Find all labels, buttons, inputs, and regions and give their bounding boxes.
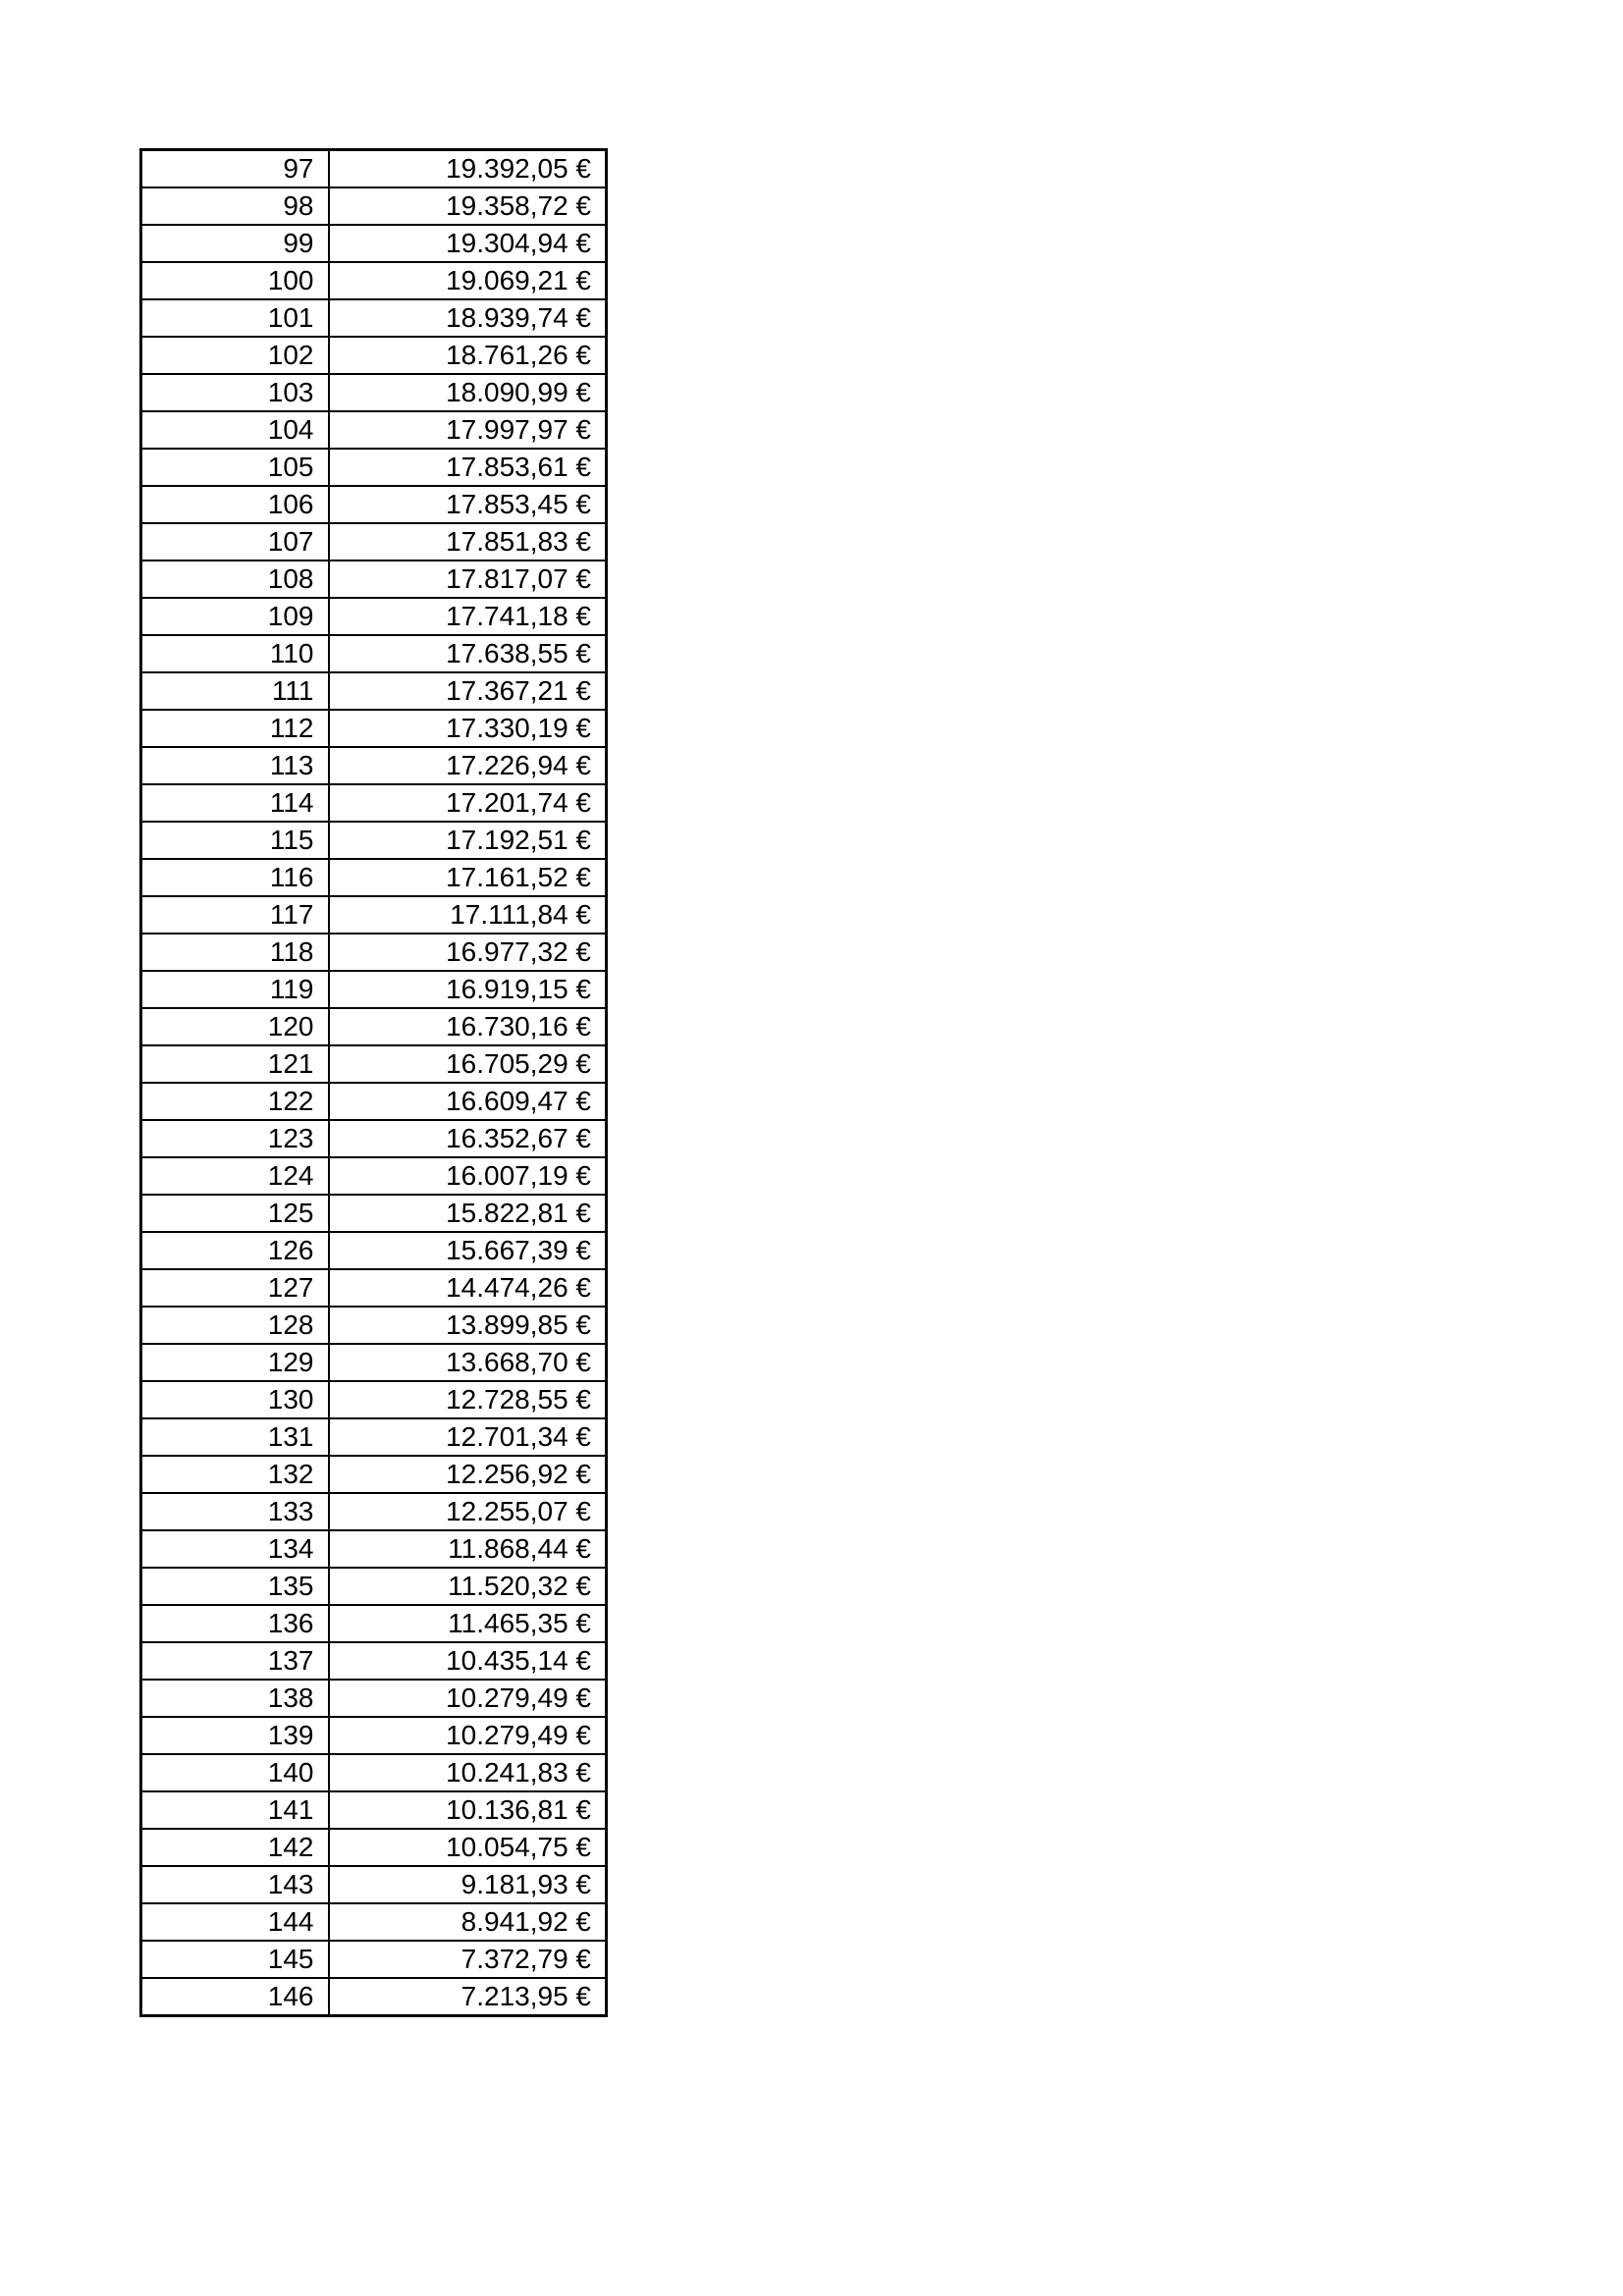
rank-cell: 117 <box>141 896 329 934</box>
rank-cell: 126 <box>141 1232 329 1269</box>
table-row <box>141 1717 607 1754</box>
table-row <box>141 523 607 561</box>
rank-cell: 121 <box>141 1045 329 1083</box>
table-row <box>141 1866 607 1903</box>
rank-cell: 119 <box>141 971 329 1008</box>
rank-cell: 130 <box>141 1381 329 1418</box>
amount-cell: 19.304,94 € <box>329 225 607 262</box>
rank-cell: 139 <box>141 1717 329 1754</box>
amount-cell: 16.007,19 € <box>329 1157 607 1195</box>
amount-cell: 19.392,05 € <box>329 150 607 188</box>
table-row <box>141 1941 607 1978</box>
rank-cell: 145 <box>141 1941 329 1978</box>
amount-cell: 16.705,29 € <box>329 1045 607 1083</box>
amount-cell: 7.213,95 € <box>329 1978 607 2016</box>
amount-cell: 10.279,49 € <box>329 1680 607 1717</box>
rank-cell: 129 <box>141 1344 329 1381</box>
table-row <box>141 1605 607 1642</box>
amount-cell: 17.853,45 € <box>329 486 607 523</box>
rank-cell: 108 <box>141 561 329 598</box>
amount-cell: 17.161,52 € <box>329 859 607 896</box>
rank-cell: 118 <box>141 934 329 971</box>
amount-cell: 17.201,74 € <box>329 784 607 822</box>
table-row <box>141 747 607 784</box>
rank-cell: 103 <box>141 374 329 411</box>
rank-cell: 97 <box>141 150 329 188</box>
rank-cell: 120 <box>141 1008 329 1045</box>
amount-cell: 12.701,34 € <box>329 1418 607 1456</box>
table-row <box>141 1381 607 1418</box>
table-row <box>141 598 607 635</box>
table-row <box>141 187 607 225</box>
table-row <box>141 262 607 299</box>
amount-cell: 8.941,92 € <box>329 1903 607 1941</box>
table-row <box>141 1045 607 1083</box>
table-row <box>141 1307 607 1344</box>
amount-cell: 17.111,84 € <box>329 896 607 934</box>
table-row <box>141 411 607 449</box>
rank-cell: 135 <box>141 1568 329 1605</box>
table-row <box>141 561 607 598</box>
table-row <box>141 337 607 374</box>
rank-cell: 132 <box>141 1456 329 1493</box>
amount-cell: 12.728,55 € <box>329 1381 607 1418</box>
table-row <box>141 150 607 188</box>
amount-cell: 16.609,47 € <box>329 1083 607 1120</box>
amount-cell: 18.939,74 € <box>329 299 607 337</box>
table-row <box>141 1344 607 1381</box>
rank-cell: 111 <box>141 672 329 710</box>
rank-cell: 124 <box>141 1157 329 1195</box>
rank-cell: 114 <box>141 784 329 822</box>
rank-cell: 115 <box>141 822 329 859</box>
rank-cell: 105 <box>141 449 329 486</box>
amount-cell: 15.822,81 € <box>329 1195 607 1232</box>
amount-cell: 17.741,18 € <box>329 598 607 635</box>
amount-cell: 12.255,07 € <box>329 1493 607 1530</box>
table-row <box>141 710 607 747</box>
amount-cell: 16.352,67 € <box>329 1120 607 1157</box>
rank-cell: 127 <box>141 1269 329 1307</box>
rank-cell: 122 <box>141 1083 329 1120</box>
table-row <box>141 1568 607 1605</box>
amount-cell: 15.667,39 € <box>329 1232 607 1269</box>
table-row <box>141 1680 607 1717</box>
table-row <box>141 784 607 822</box>
amount-cell: 19.358,72 € <box>329 187 607 225</box>
table-row <box>141 1903 607 1941</box>
amount-cell: 7.372,79 € <box>329 1941 607 1978</box>
table-row <box>141 486 607 523</box>
amount-cell: 10.136,81 € <box>329 1791 607 1829</box>
amount-cell: 17.851,83 € <box>329 523 607 561</box>
rank-cell: 143 <box>141 1866 329 1903</box>
rank-cell: 102 <box>141 337 329 374</box>
table-row <box>141 1195 607 1232</box>
rank-cell: 136 <box>141 1605 329 1642</box>
rank-cell: 146 <box>141 1978 329 2016</box>
table-row <box>141 1791 607 1829</box>
amount-cell: 17.226,94 € <box>329 747 607 784</box>
table-row <box>141 449 607 486</box>
rank-cell: 113 <box>141 747 329 784</box>
amount-cell: 10.435,14 € <box>329 1642 607 1680</box>
table-row <box>141 1829 607 1866</box>
rank-cell: 125 <box>141 1195 329 1232</box>
rank-cell: 128 <box>141 1307 329 1344</box>
table-row <box>141 635 607 672</box>
amount-cell: 17.817,07 € <box>329 561 607 598</box>
rank-cell: 133 <box>141 1493 329 1530</box>
table-row <box>141 1120 607 1157</box>
amount-cell: 11.868,44 € <box>329 1530 607 1568</box>
table-row <box>141 896 607 934</box>
rank-cell: 106 <box>141 486 329 523</box>
amount-cell: 18.090,99 € <box>329 374 607 411</box>
table-row <box>141 1456 607 1493</box>
amount-cell: 10.241,83 € <box>329 1754 607 1791</box>
table-row <box>141 822 607 859</box>
amount-cell: 17.330,19 € <box>329 710 607 747</box>
amount-cell: 11.465,35 € <box>329 1605 607 1642</box>
table-row <box>141 1008 607 1045</box>
amount-cell: 10.279,49 € <box>329 1717 607 1754</box>
amount-cell: 17.638,55 € <box>329 635 607 672</box>
rank-cell: 140 <box>141 1754 329 1791</box>
rank-cell: 104 <box>141 411 329 449</box>
rank-cell: 99 <box>141 225 329 262</box>
amount-cell: 14.474,26 € <box>329 1269 607 1307</box>
rank-cell: 109 <box>141 598 329 635</box>
table-row <box>141 1232 607 1269</box>
table-row <box>141 1754 607 1791</box>
table-row <box>141 934 607 971</box>
rank-cell: 101 <box>141 299 329 337</box>
rank-cell: 110 <box>141 635 329 672</box>
data-table <box>139 148 608 2017</box>
table-row <box>141 1493 607 1530</box>
amount-cell: 19.069,21 € <box>329 262 607 299</box>
amount-cell: 17.192,51 € <box>329 822 607 859</box>
rank-cell: 98 <box>141 187 329 225</box>
table-row <box>141 672 607 710</box>
table-row <box>141 374 607 411</box>
table-row <box>141 1418 607 1456</box>
amount-cell: 16.730,16 € <box>329 1008 607 1045</box>
table-row <box>141 1083 607 1120</box>
amount-cell: 11.520,32 € <box>329 1568 607 1605</box>
rank-cell: 137 <box>141 1642 329 1680</box>
amount-cell: 18.761,26 € <box>329 337 607 374</box>
amount-cell: 17.367,21 € <box>329 672 607 710</box>
rank-cell: 144 <box>141 1903 329 1941</box>
table-row <box>141 1978 607 2016</box>
rank-cell: 107 <box>141 523 329 561</box>
rank-cell: 134 <box>141 1530 329 1568</box>
rank-cell: 138 <box>141 1680 329 1717</box>
amount-cell: 9.181,93 € <box>329 1866 607 1903</box>
amount-cell: 16.977,32 € <box>329 934 607 971</box>
amount-cell: 10.054,75 € <box>329 1829 607 1866</box>
amount-cell: 16.919,15 € <box>329 971 607 1008</box>
rank-cell: 142 <box>141 1829 329 1866</box>
amount-cell: 17.997,97 € <box>329 411 607 449</box>
table-row <box>141 299 607 337</box>
rank-cell: 100 <box>141 262 329 299</box>
amount-cell: 17.853,61 € <box>329 449 607 486</box>
amount-cell: 13.668,70 € <box>329 1344 607 1381</box>
rank-cell: 116 <box>141 859 329 896</box>
rank-cell: 141 <box>141 1791 329 1829</box>
rank-cell: 123 <box>141 1120 329 1157</box>
table-row <box>141 1157 607 1195</box>
table-row <box>141 1269 607 1307</box>
table-row <box>141 225 607 262</box>
table-body <box>141 150 607 2016</box>
rank-cell: 112 <box>141 710 329 747</box>
amount-cell: 13.899,85 € <box>329 1307 607 1344</box>
table-row <box>141 971 607 1008</box>
rank-cell: 131 <box>141 1418 329 1456</box>
table-row <box>141 859 607 896</box>
table-row <box>141 1642 607 1680</box>
amount-cell: 12.256,92 € <box>329 1456 607 1493</box>
table-row <box>141 1530 607 1568</box>
